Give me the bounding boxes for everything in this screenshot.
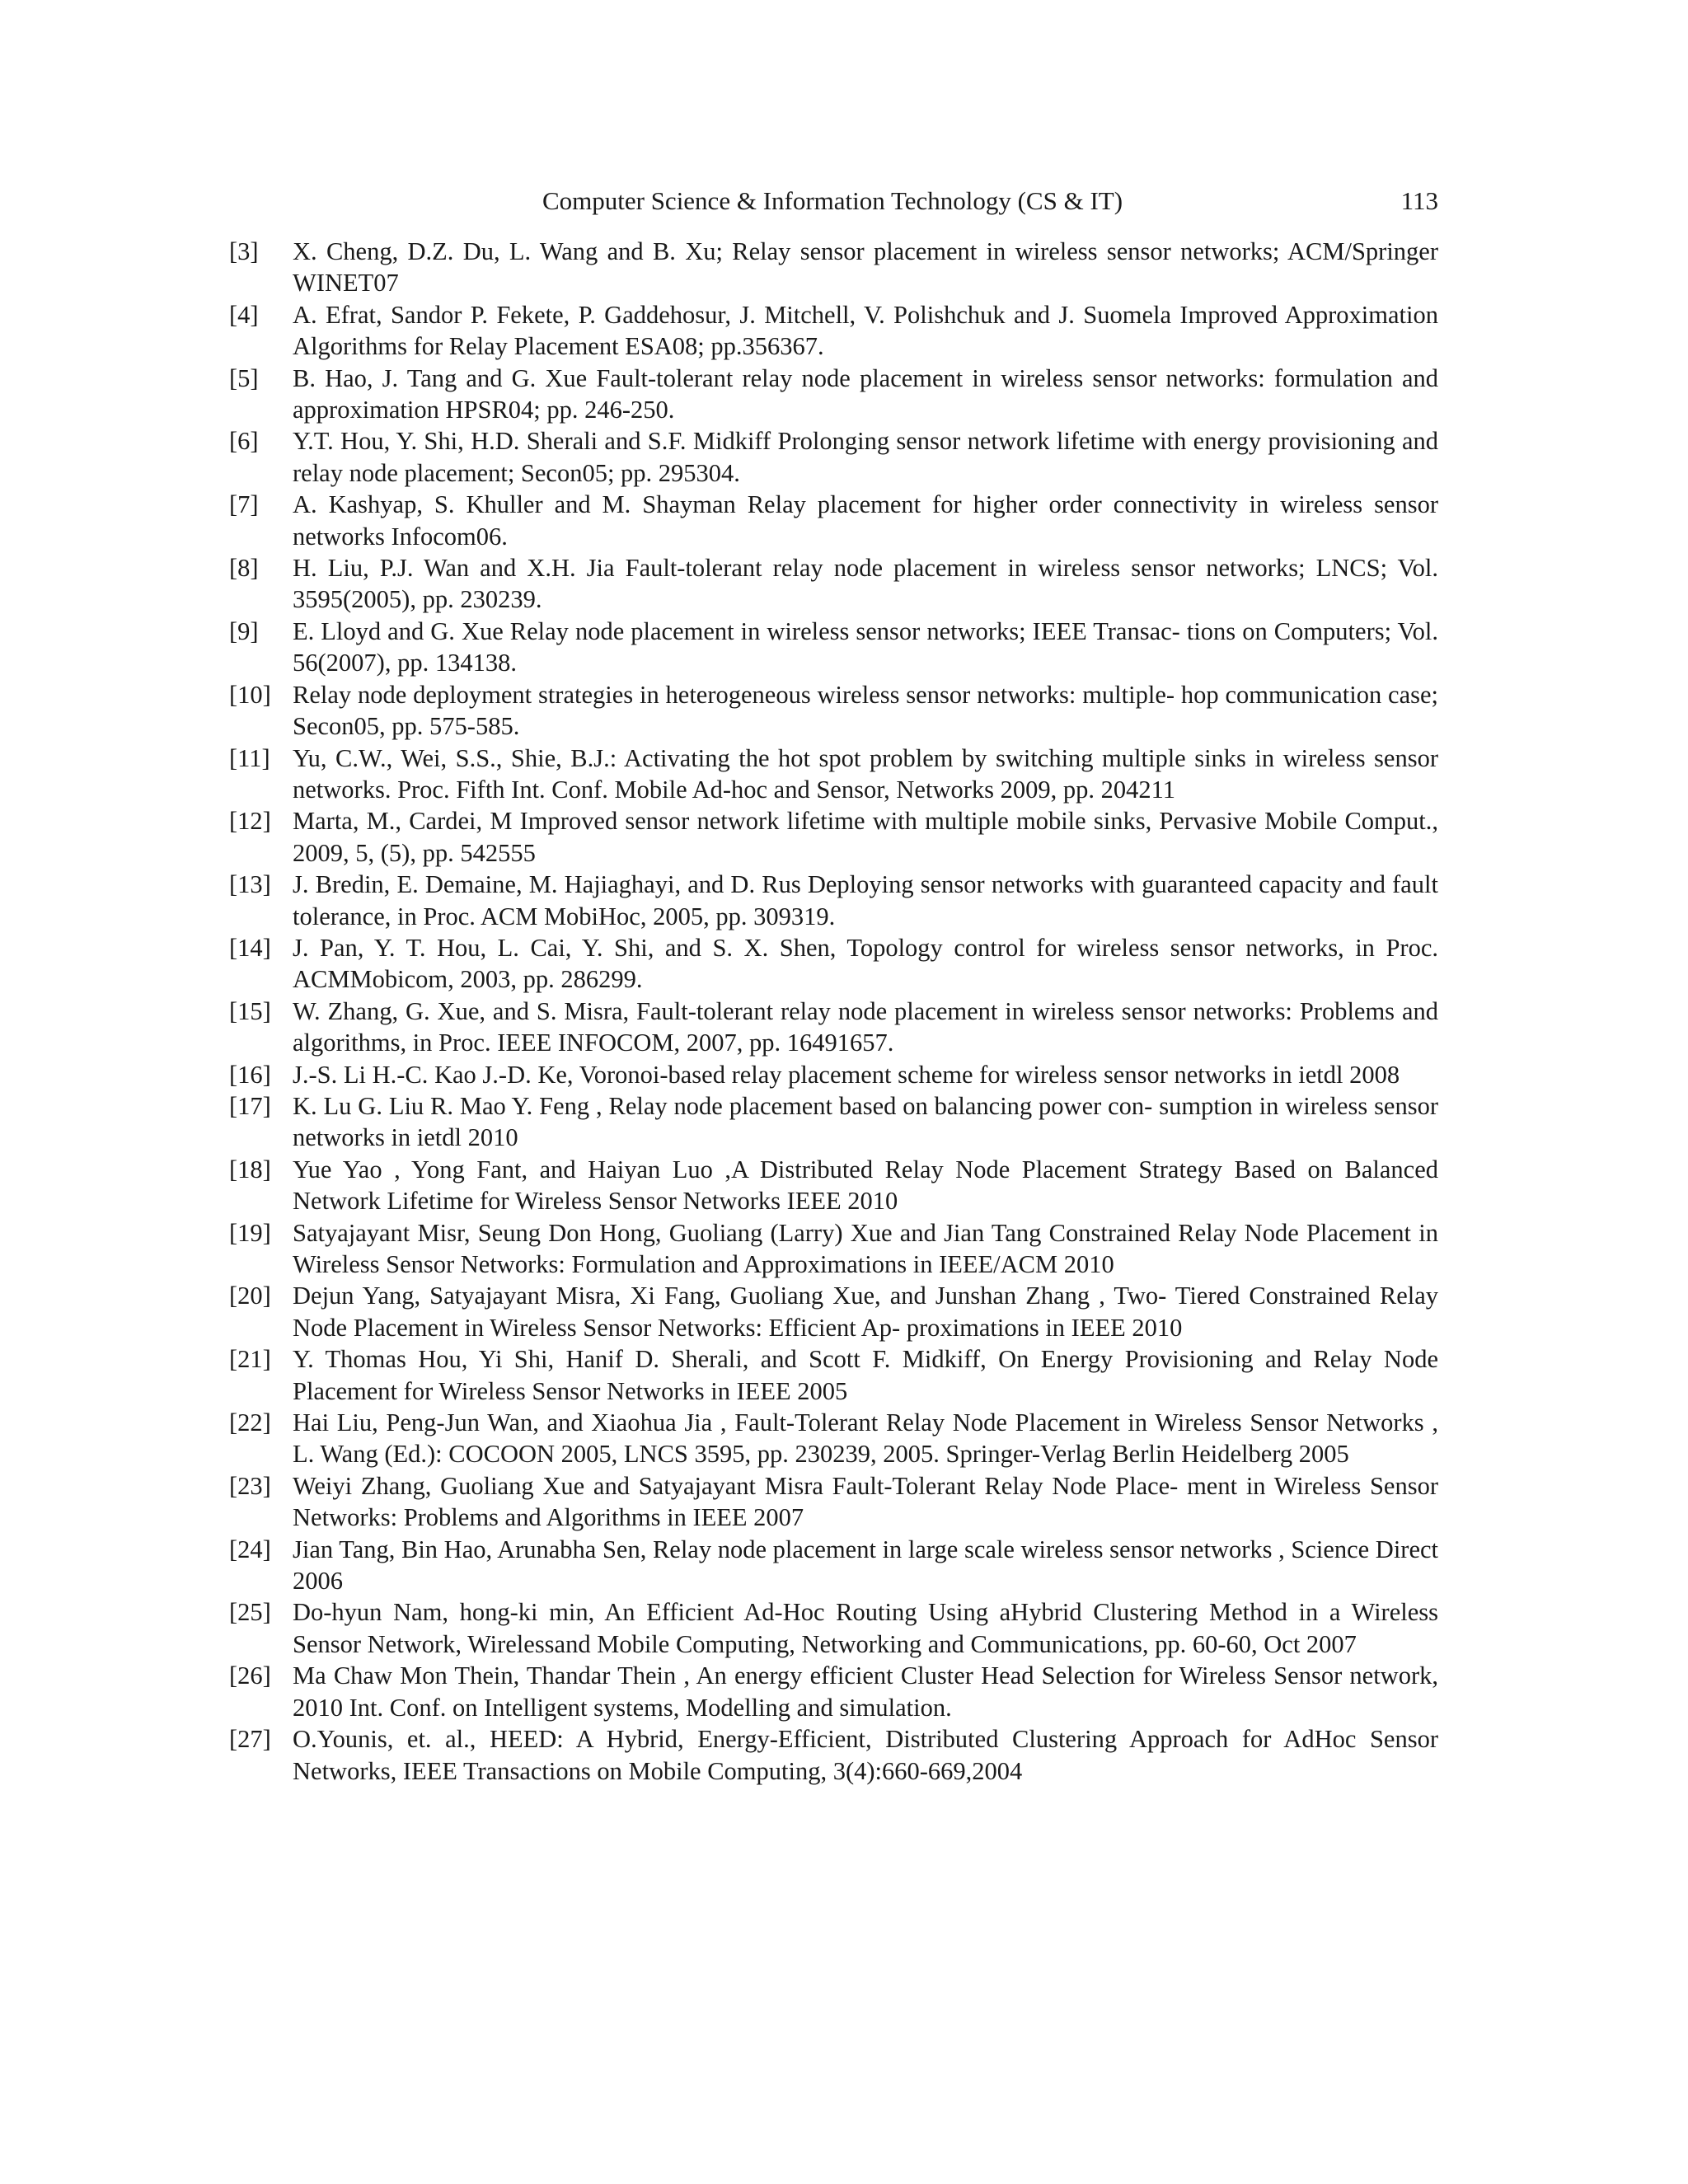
reference-number: [23] (229, 1471, 271, 1500)
reference-number: [7] (229, 490, 259, 519)
reference-item (229, 1470, 1438, 1534)
reference-item (229, 552, 1438, 616)
reference-number: [26] (229, 1661, 271, 1690)
reference-number: [10] (229, 680, 271, 709)
reference-text: K. Lu G. Liu R. Mao Y. Feng , Relay node placement based on balancing power con- sumption in wireless sensor networks in ietdl 2010 (293, 1091, 1438, 1152)
reference-item (229, 743, 1438, 806)
reference-list (229, 236, 1438, 1787)
reference-item (229, 1660, 1438, 1723)
reference-item (229, 869, 1438, 932)
reference-text: J.-S. Li H.-C. Kao J.-D. Ke, Voronoi-based relay placement scheme for wireless sensor networks in ietdl 2008 (293, 1060, 1400, 1089)
reference-text: Dejun Yang, Satyajayant Misra, Xi Fang, Guoliang Xue, and Junshan Zhang , Two- Tiered Constrained Relay Node Placement in Wireless Sensor Networks: Efficient Ap- proximations in IEEE 2010 (293, 1282, 1438, 1342)
reference-text: A. Efrat, Sandor P. Fekete, P. Gaddehosur, J. Mitchell, V. Polishchuk and J. Suomela Improved Approximation Algorithms for Relay Placement ESA08; pp.356367. (293, 300, 1438, 361)
reference-item (229, 363, 1438, 426)
reference-item (229, 1154, 1438, 1217)
reference-item (229, 236, 1438, 299)
reference-number: [27] (229, 1725, 271, 1754)
reference-item (229, 1407, 1438, 1470)
reference-number: [25] (229, 1598, 271, 1627)
reference-number: [9] (229, 616, 259, 645)
reference-text: J. Bredin, E. Demaine, M. Hajiaghayi, and D. Rus Deploying sensor networks with guaranteed capacity and fault tolerance, in Proc. ACM MobiHoc, 2005, pp. 309319. (293, 870, 1438, 930)
reference-number: [20] (229, 1282, 271, 1310)
running-header (227, 183, 1438, 219)
page-number: 113 (1400, 186, 1438, 215)
reference-text: Ma Chaw Mon Thein, Thandar Thein , An energy efficient Cluster Head Selection for Wireless Sensor network, 2010 Int. Conf. on Intelligent systems, Modelling and simulation. (293, 1661, 1438, 1722)
reference-item (229, 679, 1438, 743)
reference-text: Yu, C.W., Wei, S.S., Shie, B.J.: Activating the hot spot problem by switching multiple sinks in wireless sensor networks. Proc. Fifth Int. Conf. Mobile Ad-hoc and Sensor, Networks 2009, pp. 204211 (293, 743, 1438, 804)
reference-item (229, 489, 1438, 552)
reference-item (229, 1090, 1438, 1154)
reference-item (229, 1723, 1438, 1787)
reference-text: Hai Liu, Peng-Jun Wan, and Xiaohua Jia , Fault-Tolerant Relay Node Placement in Wireless Sensor Networks , L. Wang (Ed.): COCOON 2005, LNCS 3595, pp. 230239, 2005. Springer-Verlag Berlin Heidelberg 2005 (293, 1408, 1438, 1469)
reference-item (229, 1059, 1438, 1090)
reference-item (229, 1596, 1438, 1660)
reference-number: [8] (229, 554, 259, 583)
reference-text: Weiyi Zhang, Guoliang Xue and Satyajayant Misra Fault-Tolerant Relay Node Place- ment in Wireless Sensor Networks: Problems and Algorithms in IEEE 2007 (293, 1471, 1438, 1532)
reference-text: B. Hao, J. Tang and G. Xue Fault-tolerant relay node placement in wireless sensor networks: formulation and approximation HPSR04; pp. 246-250. (293, 363, 1438, 424)
reference-text: O.Younis, et. al., HEED: A Hybrid, Energy-Efficient, Distributed Clustering Approach for AdHoc Sensor Networks, IEEE Transactions on Mobile Computing, 3(4):660-669,2004 (293, 1725, 1438, 1785)
reference-text: E. Lloyd and G. Xue Relay node placement in wireless sensor networks; IEEE Transac- tions on Computers; Vol. 56(2007), pp. 134138. (293, 616, 1438, 677)
reference-item (229, 1343, 1438, 1407)
reference-text: Relay node deployment strategies in heterogeneous wireless sensor networks: multiple- hop communication case; Secon05, pp. 575-585. (293, 680, 1438, 741)
reference-number: [17] (229, 1091, 271, 1120)
reference-text: Satyajayant Misr, Seung Don Hong, Guoliang (Larry) Xue and Jian Tang Constrained Relay Node Placement in Wireless Sensor Networks: Formulation and Approximations in IEEE/ACM 2010 (293, 1218, 1438, 1278)
reference-number: [21] (229, 1345, 271, 1374)
reference-item (229, 1217, 1438, 1281)
reference-item (229, 299, 1438, 363)
reference-text: J. Pan, Y. T. Hou, L. Cai, Y. Shi, and S. X. Shen, Topology control for wireless sensor networks, in Proc. ACMMobicom, 2003, pp. 286299. (293, 933, 1438, 994)
reference-number: [16] (229, 1060, 271, 1089)
reference-text: Y. Thomas Hou, Yi Shi, Hanif D. Sherali, and Scott F. Midkiff, On Energy Provisioning and Relay Node Placement for Wireless Sensor Networks in IEEE 2005 (293, 1345, 1438, 1405)
reference-text: Yue Yao , Yong Fant, and Haiyan Luo ,A Distributed Relay Node Placement Strategy Based on Balanced Network Lifetime for Wireless Sensor Networks IEEE 2010 (293, 1155, 1438, 1216)
reference-number: [22] (229, 1408, 271, 1437)
reference-item (229, 1534, 1438, 1597)
reference-number: [19] (229, 1218, 271, 1247)
reference-number: [14] (229, 933, 271, 962)
reference-number: [12] (229, 807, 271, 836)
reference-text: X. Cheng, D.Z. Du, L. Wang and B. Xu; Relay sensor placement in wireless sensor networks; ACM/Springer WINET07 (293, 237, 1438, 298)
reference-text: W. Zhang, G. Xue, and S. Misra, Fault-tolerant relay node placement in wireless sensor networks: Problems and algorithms, in Proc. IEEE INFOCOM, 2007, pp. 16491657. (293, 996, 1438, 1057)
reference-text: A. Kashyap, S. Khuller and M. Shayman Relay placement for higher order connectivity in wireless sensor networks Infocom06. (293, 490, 1438, 551)
reference-number: [18] (229, 1155, 271, 1183)
journal-title: Computer Science & Information Technology (CS & IT) (542, 186, 1123, 215)
reference-number: [15] (229, 996, 271, 1025)
reference-text: Y.T. Hou, Y. Shi, H.D. Sherali and S.F. Midkiff Prolonging sensor network lifetime with energy provisioning and relay node placement; Secon05; pp. 295304. (293, 427, 1438, 487)
reference-number: [6] (229, 427, 259, 456)
reference-number: [4] (229, 300, 259, 329)
reference-item (229, 932, 1438, 996)
reference-number: [24] (229, 1535, 271, 1563)
reference-number: [13] (229, 870, 271, 899)
reference-item (229, 425, 1438, 489)
reference-text: Do-hyun Nam, hong-ki min, An Efficient Ad-Hoc Routing Using aHybrid Clustering Method in a Wireless Sensor Network, Wirelessand Mobile Computing, Networking and Communications, pp. 60-60, Oct 2007 (293, 1598, 1438, 1658)
reference-number: [11] (229, 743, 270, 772)
reference-item (229, 1280, 1438, 1343)
reference-item (229, 996, 1438, 1059)
reference-item (229, 616, 1438, 679)
reference-item (229, 805, 1438, 869)
reference-number: [5] (229, 363, 259, 392)
reference-text: Marta, M., Cardei, M Improved sensor network lifetime with multiple mobile sinks, Pervasive Mobile Comput., 2009, 5, (5), pp. 542555 (293, 807, 1438, 867)
reference-number: [3] (229, 237, 259, 265)
reference-text: Jian Tang, Bin Hao, Arunabha Sen, Relay node placement in large scale wireless sensor networks , Science Direct 2006 (293, 1535, 1439, 1596)
reference-text: H. Liu, P.J. Wan and X.H. Jia Fault-tolerant relay node placement in wireless sensor networks; LNCS; Vol. 3595(2005), pp. 230239. (293, 554, 1438, 614)
